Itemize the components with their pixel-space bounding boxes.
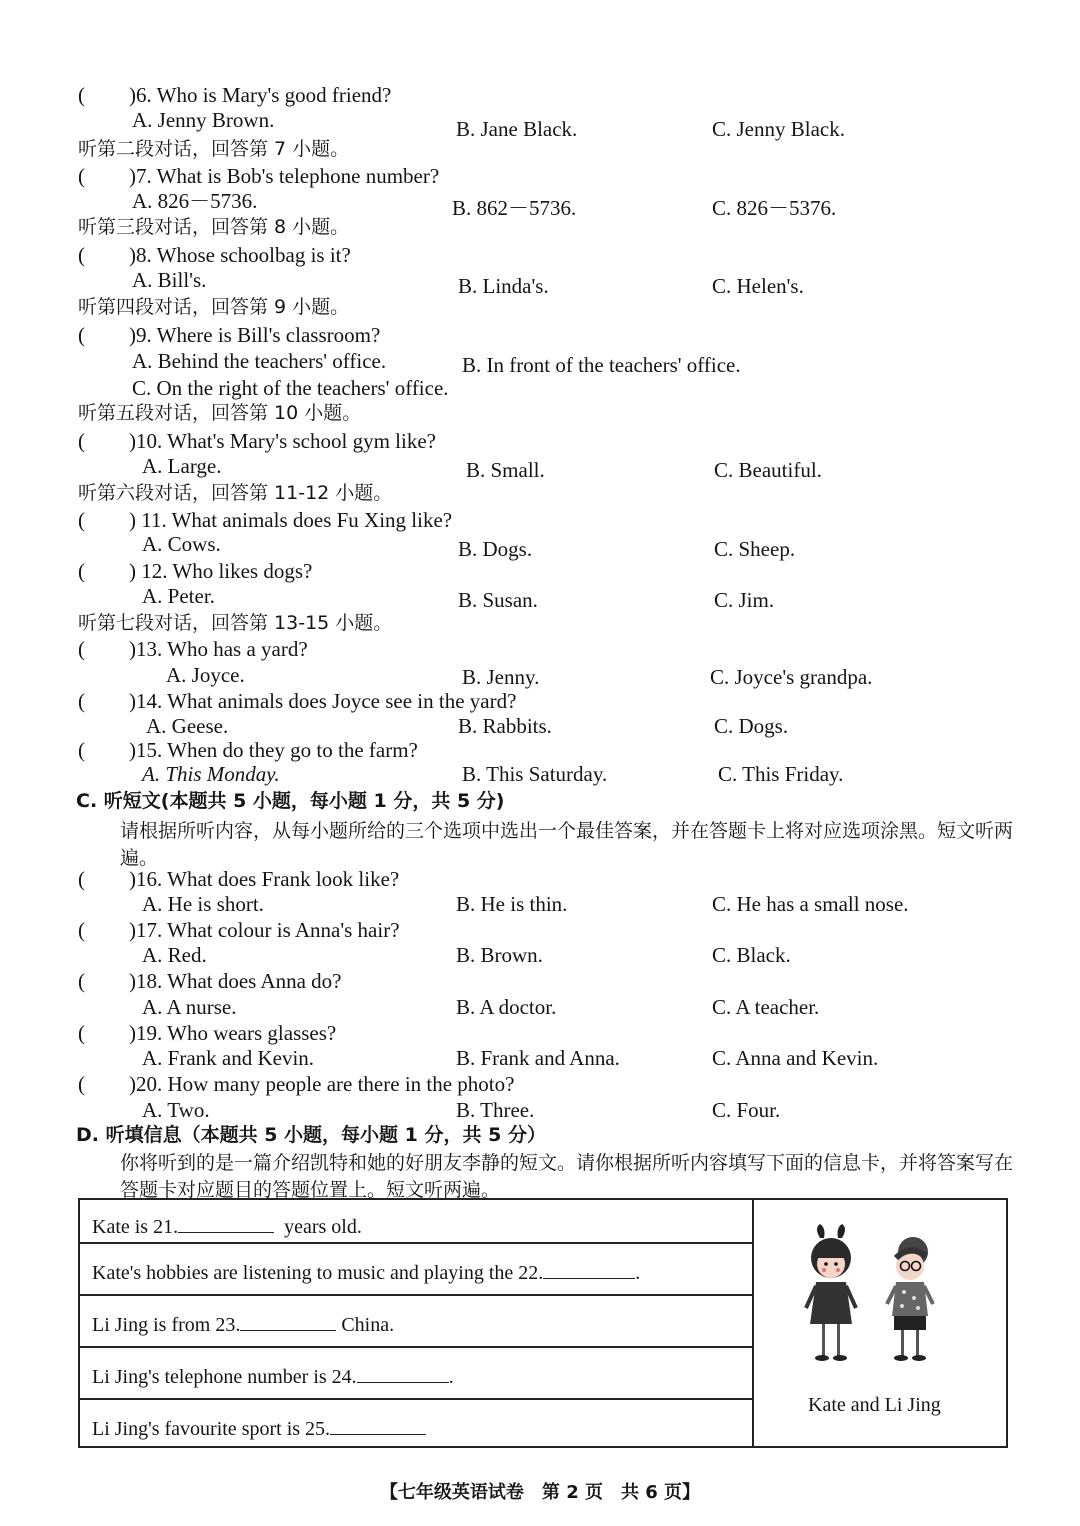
kate-figure [806, 1224, 856, 1361]
question-11: ( ) 11. What animals does Fu Xing like? [78, 508, 453, 532]
blank-24[interactable] [357, 1362, 449, 1383]
option-18b: B. A doctor. [456, 995, 557, 1019]
section-c-title: C. 听短文(本题共 5 小题，每小题 1 分，共 5 分) [76, 790, 505, 812]
dialogue-header-4: 听第四段对话，回答第 9 小题。 [78, 296, 350, 318]
question-10: ( )10. What's Mary's school gym like? [78, 429, 436, 453]
info-row-22: Kate's hobbies are listening to music and playing the 22. . [80, 1244, 752, 1296]
li-jing-figure [887, 1237, 933, 1361]
section-d-instruction: 你将听到的是一篇介绍凯特和她的好朋友李静的短文。请你根据所听内容填写下面的信息卡，并将答案写在答题卡对应题目的答题位置上。短文听两遍。 [120, 1152, 1014, 1201]
picture-caption: Kate and Li Jing [808, 1394, 941, 1416]
option-17c: C. Black. [712, 943, 791, 967]
option-18a: A. A nurse. [142, 995, 237, 1019]
kate-and-li-jing-illustration [780, 1220, 980, 1390]
option-12a: A. Peter. [142, 584, 215, 608]
option-9a: A. Behind the teachers' office. [132, 349, 387, 373]
option-10a: A. Large. [142, 454, 222, 478]
option-16c: C. He has a small nose. [712, 892, 909, 916]
option-15c: C. This Friday. [718, 762, 844, 786]
option-11b: B. Dogs. [458, 537, 533, 561]
info-row-24: Li Jing's telephone number is 24. . [80, 1348, 752, 1400]
dialogue-header-3: 听第三段对话，回答第 8 小题。 [78, 216, 350, 238]
option-20a: A. Two. [142, 1098, 210, 1122]
option-17b: B. Brown. [456, 943, 543, 967]
question-14: ( )14. What animals does Joyce see in the yard? [78, 689, 517, 713]
option-7b: B. 862－5736. [452, 196, 577, 220]
option-18c: C. A teacher. [712, 995, 820, 1019]
option-20c: C. Four. [712, 1098, 781, 1122]
option-6a: A. Jenny Brown. [132, 108, 275, 132]
option-13b: B. Jenny. [462, 665, 540, 689]
option-11a: A. Cows. [142, 532, 221, 556]
option-6c: C. Jenny Black. [712, 117, 845, 141]
question-12: ( ) 12. Who likes dogs? [78, 559, 313, 583]
section-d-title: D. 听填信息（本题共 5 小题，每小题 1 分，共 5 分） [76, 1124, 546, 1146]
option-12b: B. Susan. [458, 588, 538, 612]
option-7c: C. 826－5376. [712, 196, 837, 220]
info-row-23: Li Jing is from 23. China. [80, 1296, 752, 1348]
option-19c: C. Anna and Kevin. [712, 1046, 879, 1070]
blank-21[interactable] [178, 1212, 274, 1233]
option-13c: C. Joyce's grandpa. [710, 665, 873, 689]
option-15a: A. This Monday. [142, 762, 280, 786]
info-row-21: Kate is 21. years old. [80, 1200, 752, 1244]
option-10c: C. Beautiful. [714, 458, 822, 482]
question-15: ( )15. When do they go to the farm? [78, 738, 418, 762]
option-19b: B. Frank and Anna. [456, 1046, 620, 1070]
option-16b: B. He is thin. [456, 892, 568, 916]
option-12c: C. Jim. [714, 588, 775, 612]
page-footer: 【七年级英语试卷 第 2 页 共 6 页】 [379, 1482, 701, 1503]
blank-25[interactable] [330, 1414, 426, 1435]
option-14b: B. Rabbits. [458, 714, 552, 738]
option-9c: C. On the right of the teachers' office. [132, 376, 449, 400]
option-14a: A. Geese. [146, 714, 229, 738]
dialogue-header-2: 听第二段对话，回答第 7 小题。 [78, 138, 350, 160]
table-divider [752, 1200, 754, 1446]
option-14c: C. Dogs. [714, 714, 789, 738]
dialogue-header-6: 听第六段对话，回答第 11-12 小题。 [78, 482, 393, 504]
question-8: ( )8. Whose schoolbag is it? [78, 243, 351, 267]
option-20b: B. Three. [456, 1098, 535, 1122]
blank-22[interactable] [543, 1258, 635, 1279]
option-9b: B. In front of the teachers' office. [462, 353, 741, 377]
info-row-25: Li Jing's favourite sport is 25. [80, 1400, 752, 1446]
question-9: ( )9. Where is Bill's classroom? [78, 323, 381, 347]
question-19: ( )19. Who wears glasses? [78, 1021, 337, 1045]
question-7: ( )7. What is Bob's telephone number? [78, 164, 440, 188]
question-13: ( )13. Who has a yard? [78, 637, 308, 661]
option-7a: A. 826－5736. [132, 189, 258, 213]
question-6: ( )6. Who is Mary's good friend? [78, 83, 392, 107]
question-18: ( )18. What does Anna do? [78, 969, 342, 993]
section-c-instruction: 请根据所听内容，从每小题所给的三个选项中选出一个最佳答案，并在答题卡上将对应选项涂黑。短文听两遍。 [120, 820, 1014, 869]
option-17a: A. Red. [142, 943, 207, 967]
option-8a: A. Bill's. [132, 268, 207, 292]
dialogue-header-7: 听第七段对话，回答第 13-15 小题。 [78, 612, 393, 634]
blank-23[interactable] [240, 1310, 336, 1331]
info-card-table [78, 1198, 1008, 1448]
question-20: ( )20. How many people are there in the photo? [78, 1072, 515, 1096]
option-10b: B. Small. [466, 458, 545, 482]
question-17: ( )17. What colour is Anna's hair? [78, 918, 400, 942]
option-6b: B. Jane Black. [456, 117, 578, 141]
option-16a: A. He is short. [142, 892, 264, 916]
dialogue-header-5: 听第五段对话，回答第 10 小题。 [78, 402, 362, 424]
question-16: ( )16. What does Frank look like? [78, 867, 400, 891]
option-11c: C. Sheep. [714, 537, 796, 561]
option-8c: C. Helen's. [712, 274, 804, 298]
option-8b: B. Linda's. [458, 274, 549, 298]
option-13a: A. Joyce. [166, 663, 245, 687]
option-15b: B. This Saturday. [462, 762, 608, 786]
option-19a: A. Frank and Kevin. [142, 1046, 315, 1070]
